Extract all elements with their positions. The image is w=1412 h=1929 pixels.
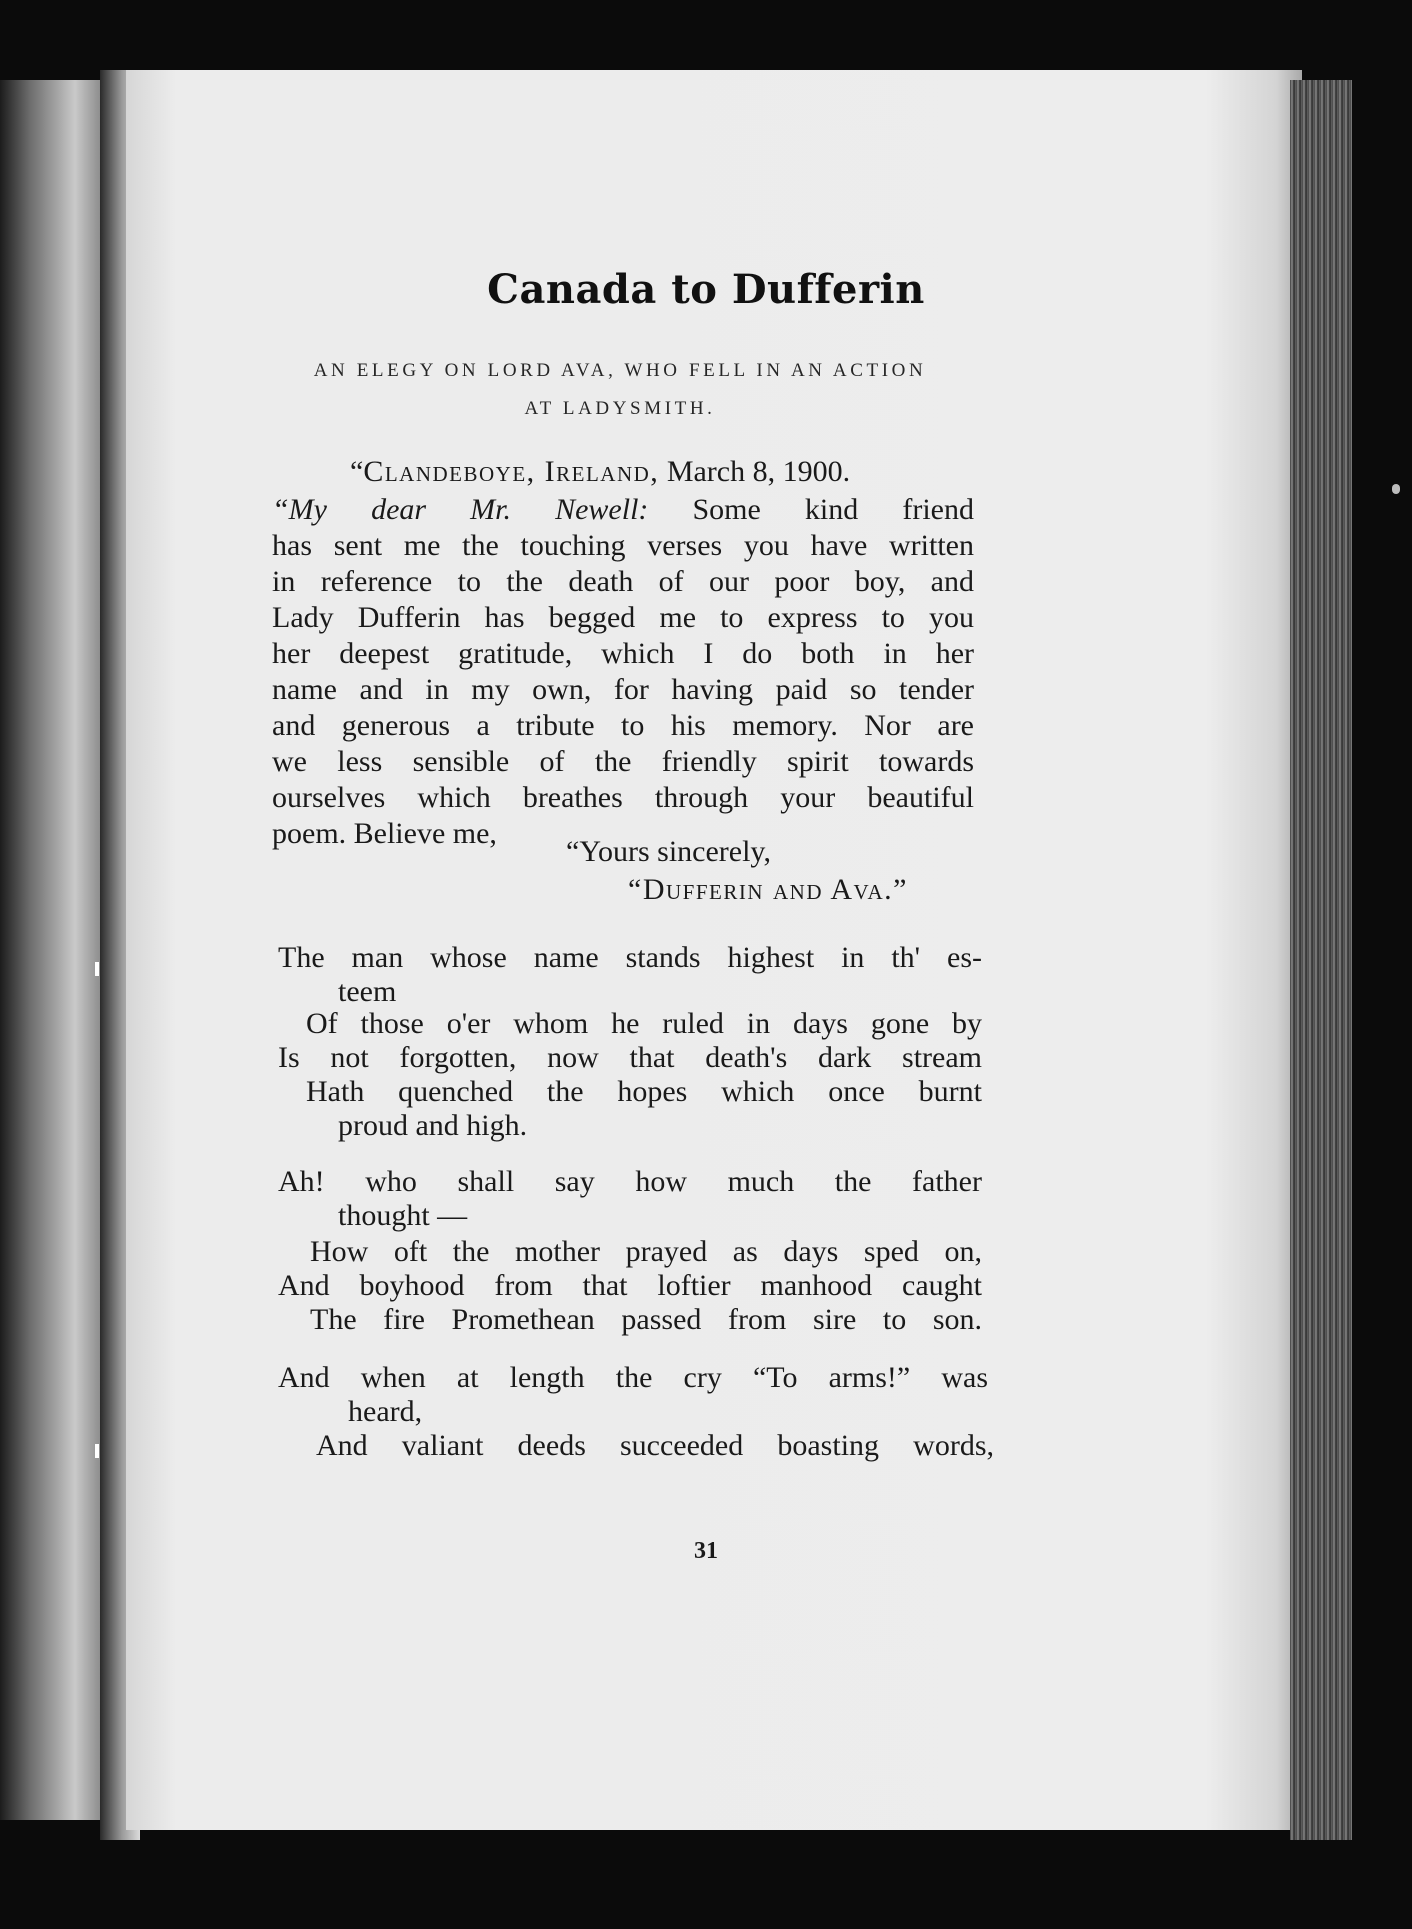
letter-line: we less sensible of the friendly spirit towards xyxy=(272,745,974,778)
letter-line: and generous a tribute to his memory. Nor are xyxy=(272,709,974,742)
letter-signature: “Dufferin and Ava.” xyxy=(628,873,908,906)
letter-line-0 xyxy=(272,492,974,528)
poem-line: Is not forgotten, now that death's dark stream xyxy=(278,1041,982,1074)
letter-line-text: Some kind friend xyxy=(692,493,974,526)
subtitle-line-1: AN ELEGY ON LORD AVA, WHO FELL IN AN ACTION xyxy=(313,360,927,381)
poem-line: proud and high. xyxy=(338,1109,528,1142)
poem-line: How oft the mother prayed as days sped on, xyxy=(310,1235,982,1268)
scan-artifact xyxy=(1392,484,1400,494)
poem-line: The fire Promethean passed from sire to son. xyxy=(310,1303,982,1336)
margin-mark xyxy=(95,1444,99,1458)
page-title: Canada to Dufferin xyxy=(487,266,925,313)
dateline-date: March 8, 1900. xyxy=(666,455,851,488)
letter-salutation: “My dear Mr. Newell: xyxy=(272,493,649,526)
dateline-place: Clandeboye, Ireland, xyxy=(363,455,660,488)
dateline-quote: “ xyxy=(350,455,364,488)
page-number: 31 xyxy=(694,1538,718,1564)
letter-closing: “Yours sincerely, xyxy=(566,835,771,868)
poem-line: The man whose name stands highest in th' es- xyxy=(278,941,982,974)
poem-line: Of those o'er whom he ruled in days gone by xyxy=(306,1007,982,1040)
poem-line: And valiant deeds succeeded boasting words, xyxy=(316,1429,994,1462)
page-stack-edge xyxy=(1290,80,1352,1840)
letter-line: poem. Believe me, xyxy=(272,817,497,850)
margin-mark xyxy=(95,962,99,976)
poem-line: And when at length the cry “To arms!” was xyxy=(278,1361,988,1394)
subtitle xyxy=(230,352,1010,428)
poem-line: Ah! who shall say how much the father xyxy=(278,1165,982,1198)
subtitle-line-2: AT LADYSMITH. xyxy=(524,398,716,419)
letter-line: ourselves which breathes through your beautiful xyxy=(272,781,974,814)
letter-line: Lady Dufferin has begged me to express to you xyxy=(272,601,974,634)
letter-line: her deepest gratitude, which I do both in her xyxy=(272,637,974,670)
dateline xyxy=(350,454,850,490)
poem-line: Hath quenched the hopes which once burnt xyxy=(306,1075,982,1108)
poem-line: heard, xyxy=(348,1395,423,1428)
letter-line: name and in my own, for having paid so tender xyxy=(272,673,974,706)
poem-line: teem xyxy=(338,975,397,1008)
letter-line: has sent me the touching verses you have written xyxy=(272,529,974,562)
poem-line: And boyhood from that loftier manhood caught xyxy=(278,1269,982,1302)
letter-line: in reference to the death of our poor boy, and xyxy=(272,565,974,598)
poem-line: thought — xyxy=(338,1199,468,1232)
